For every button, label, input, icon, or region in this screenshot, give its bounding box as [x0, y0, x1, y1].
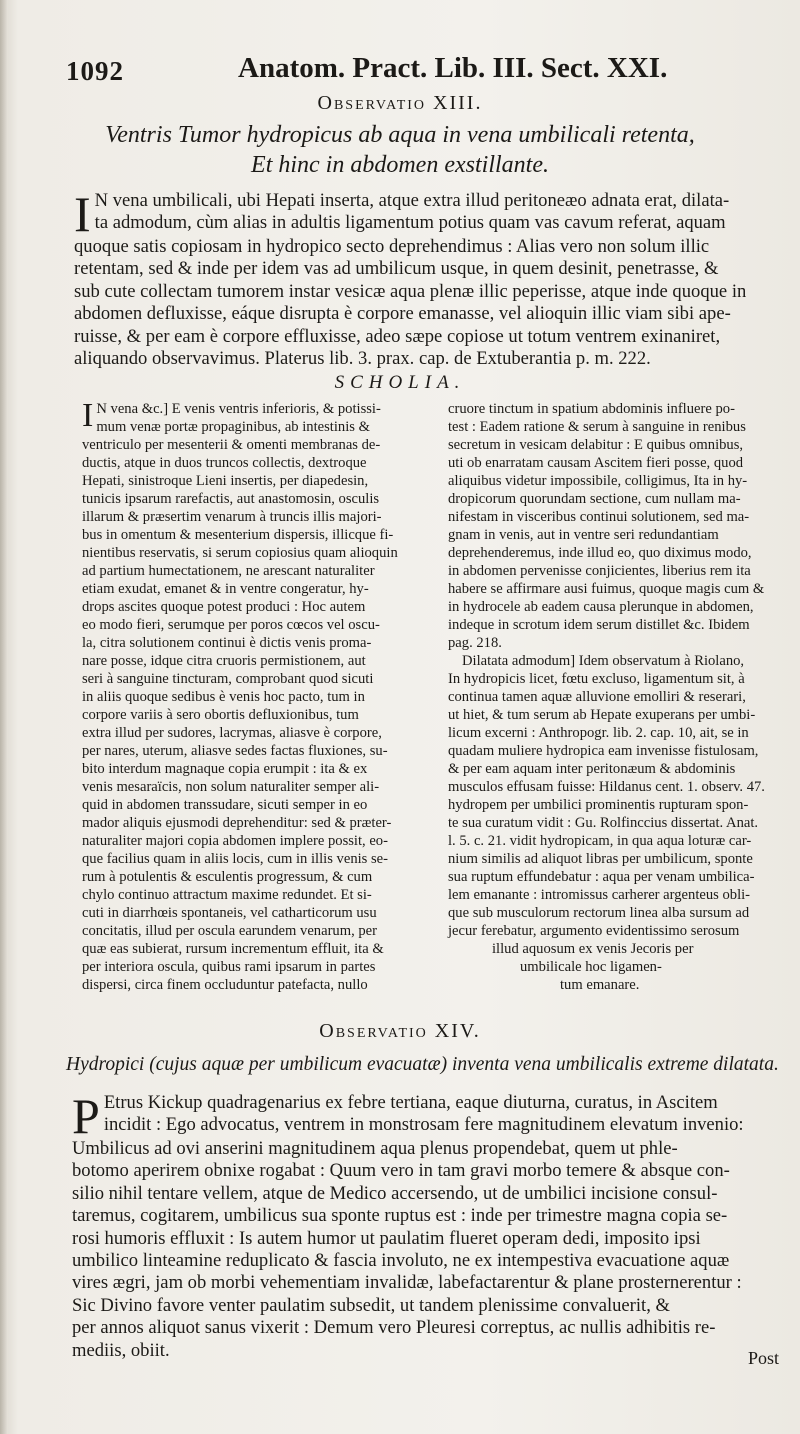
- text-line: Etrus Kickup quadragenarius ex febre tertiana, eaque diuturna, curatus, in Ascitem: [103, 1092, 718, 1113]
- text-line: aliquando observavimus. Platerus lib. 3. prax. cap. de Extuberantia p. m. 222.: [74, 347, 651, 369]
- text-line: tunicis ipsarum rarefactis, aut anastomosin, osculis: [82, 491, 380, 507]
- text-line: secretum in vesicam delabitur : E quibus omnibus,: [448, 437, 744, 453]
- text-line: retentam, sed & inde per idem vas ad umbilicum usque, in quem desinit, penetrasse, &: [74, 258, 719, 280]
- text-line: N vena umbilicali, ubi Hepati inserta, atque extra illud peritoneæo adnata erat, dilata-: [94, 190, 730, 211]
- text-line: umbilicale hoc ligamen-: [520, 959, 662, 975]
- text-line: la, citra solutionem continui è dictis venis proma-: [82, 635, 372, 651]
- text-line: eo modo fieri, serumque per poros cœcos vel oscu-: [82, 617, 380, 633]
- text-line: Dilatata admodum] Idem observatum à Riolano,: [462, 653, 745, 669]
- text-line: indeque in scrotum idem serum distillet &c. Ibidem: [448, 617, 750, 633]
- text-line: In hydropicis licet, fœtu excluso, ligamentum sit, à: [448, 671, 745, 687]
- text-line: ductis, atque in duos truncos collectis, dextroque: [82, 455, 367, 471]
- text-line: taremus, cogitarem, umbilicus sua sponte ruptus est : inde per trimestre magna copia se-: [72, 1205, 728, 1227]
- text-line: ad partium humectationem, ne arescant naturaliter: [82, 563, 375, 579]
- text-line: naturaliter majori copia abdomen implere possit, eo-: [82, 833, 388, 849]
- scholia-right-column: [448, 400, 768, 994]
- text-line: te sua curatum vidit : Gu. Rolfinccius dissertat. Anat.: [448, 815, 759, 831]
- text-line: mador aliquis ejusmodi deprehenditur: sed & præter-: [82, 815, 392, 831]
- text-line: pag. 218.: [448, 635, 502, 651]
- text-line: & per eam aquam inter peritonæum & abdominis: [448, 761, 736, 777]
- running-title: Anatom. Pract. Lib. III. Sect. XXI.: [238, 52, 668, 84]
- text-line: nare posse, idque citra cruoris permistionem, aut: [82, 653, 366, 669]
- text-line: musculos effusam fuisse: Hildanus cent. 1. observ. 47.: [448, 779, 765, 795]
- text-line: ventriculo per mesenterii & omenti membranas de-: [82, 437, 381, 453]
- text-line: in aliis quoque sedibus è venis hoc pacto, tum in: [82, 689, 365, 705]
- text-line: tum emanare.: [560, 977, 640, 993]
- observation-14-title: Hydropici (cujus aquæ per umbilicum evacuatæ) inventa vena umbilicalis extreme dilatata.: [66, 1054, 779, 1075]
- text-line: que facilius quam in aliis locis, cum in illis venis se-: [82, 851, 389, 867]
- text-line: corpore variis à sero obortis defluxionibus, tum: [82, 707, 359, 723]
- text-line: venis mesaraïcis, non solum naturaliter semper ali-: [82, 779, 380, 795]
- text-line: nifestam in visceribus continui solutionem, sed ma-: [448, 509, 750, 525]
- text-line: mum venæ portæ propaginibus, ab intestinis &: [96, 419, 370, 435]
- text-line: concitatis, illud per oscula earundem venarum, per: [82, 923, 378, 939]
- text-line: cuti in diarrhœis spontaneis, vel catharticorum usu: [82, 905, 377, 921]
- text-line: quadam muliere hydropica eam invenisse fistulosam,: [448, 743, 759, 759]
- catchword: Post: [748, 1348, 780, 1368]
- scholia-heading: SCHOLIA.: [334, 372, 466, 393]
- text-line: uti ob enarratam causam Ascitem fieri posse, quod: [448, 455, 744, 471]
- text-line: dispersi, circa finem occluduntur patefacta, nullo: [82, 977, 368, 993]
- text-line: cruore tinctum in spatium abdominis influere po-: [448, 401, 735, 417]
- text-line: ta admodum, cùm alias in adultis ligamentum potius quam vas cavum referat, aquam: [94, 212, 726, 234]
- text-line: deprehenderemus, inde illud eo, quo diximus modo,: [448, 545, 752, 561]
- text-line: extra illud per sudores, lacrymas, aliasve è corpore,: [82, 725, 382, 741]
- text-line: quæ eas subierat, rursum incrementum effluit, ita &: [82, 941, 384, 957]
- text-line: dropicorum quorundam sectione, cum nullam ma-: [448, 491, 741, 507]
- text-line: in abdomen pervenisse conjicientes, liberius rem ita: [448, 563, 751, 579]
- drop-cap: I: [82, 397, 94, 434]
- drop-cap: I: [74, 186, 91, 242]
- text-line: l. 5. c. 21. vidit hydropicam, in qua aqua loturæ car-: [448, 833, 752, 849]
- text-line: silio nihil tentare vellem, atque de Medico accersendo, ut de umbilici incisione consul-: [72, 1182, 718, 1204]
- text-line: Hepati, sinistroque Lieni insertis, per diapedesin,: [82, 473, 369, 489]
- text-line: per interiora oscula, quibus rami ipsarum in partes: [82, 959, 376, 975]
- text-line: vires ægri, jam ob morbi vehementiam invalidæ, labefactarentur & plane prosternerentur :: [72, 1272, 742, 1294]
- scholia-left-column: [82, 397, 434, 994]
- text-line: umbilico linteamine reduplicato & fascia involuto, ne ex intempestiva evacuatione aquæ: [72, 1249, 730, 1271]
- text-line: botomo aperirem obnixe rogabat : Quum vero in tam gravi morbo temere & absque con-: [72, 1160, 730, 1182]
- text-line: abdomen defluxisse, eáque disrupta è corpore emanasse, vel alioquin illic viam sibi ape-: [74, 303, 731, 325]
- text-line: nientibus reservatis, si serum copiosius quam alioquin: [82, 545, 398, 561]
- text-line: sua ruptum effundebatur : aqua per venam umbilica-: [448, 869, 755, 885]
- text-line: que sub musculorum rectorum linea alba sursum ad: [448, 905, 750, 921]
- page-number: 1092: [66, 56, 124, 86]
- text-line: ut hiet, & tum serum ab Hepate exuperans per umbi-: [448, 707, 756, 723]
- text-line: jecur ferebatur, argumento evidentissimo serosum: [448, 923, 740, 939]
- text-line: quid in abdomen transsudare, sicuti semper in eo: [82, 797, 368, 813]
- text-line: habere se affirmare ausi fuimus, quoque magis cum &: [448, 581, 765, 597]
- text-line: bito interdum magnaque copia erumpit : ita & ex: [82, 761, 368, 777]
- text-line: lem emanante : intromissus carherer argenteus obli-: [448, 887, 751, 903]
- text-line: incidit : Ego advocatus, ventrem in monstrosam fere magnitudinem elevatum invenio:: [103, 1114, 744, 1136]
- text-line: seri à sanguine tincturam, comprobant quod sicuti: [82, 671, 374, 687]
- drop-cap: P: [72, 1088, 100, 1144]
- text-line: N vena &c.] E venis ventris inferioris, & potissi-: [96, 401, 381, 417]
- text-line: illud aquosum ex venis Jecoris per: [492, 941, 694, 957]
- text-line: rosi humoris effluxit : Is autem humor ut paulatim flueret operam dedi, imposito ipsi: [72, 1227, 701, 1249]
- text-line: illarum & præsertim venarum à truncis illis majori-: [82, 509, 382, 525]
- text-line: licum excerni : Anthropogr. lib. 2. cap. 10, ait, se in: [448, 725, 749, 741]
- text-line: continua tamen aquæ alluvione emolliri & reserari,: [448, 689, 746, 705]
- observation-14-heading: Observatio XIV.: [319, 1020, 481, 1042]
- observation-14-body: [72, 1088, 768, 1362]
- text-line: gnam in venis, aut in ventre seri redundantiam: [448, 527, 719, 543]
- text-line: chylo continuo attractum maxime redundet. Et si-: [82, 887, 372, 903]
- text-line: aliquibus videtur impossibile, colligimus, Ita in hy-: [448, 473, 748, 489]
- observation-13-body: [74, 186, 764, 370]
- text-line: sub cute collectam tumorem instar vesicæ aqua plenæ illic peperisse, atque inde quoque in: [74, 280, 747, 302]
- text-line: Sic Divino favore venter paulatim subsedit, ut tandem plenissime convaluerit, &: [72, 1294, 670, 1316]
- observation-13-title-line-2: Et hinc in abdomen exstillante.: [251, 152, 549, 178]
- text-line: test : Eadem ratione & serum à sanguine in renibus: [448, 419, 746, 435]
- text-line: ruisse, & per eam è corpore effluxisse, adeo sæpe copiose ut totum ventrem exinaniret,: [74, 325, 721, 347]
- text-line: per annos aliquot sanus vixerit : Demum vero Pleuresi correptus, ac nullis adhibitis re-: [72, 1317, 716, 1339]
- text-line: hydropem per umbilici prominentis rupturam spon-: [448, 797, 749, 813]
- binding-shadow: [0, 0, 8, 1434]
- text-line: per nares, uterum, aliasve sedes factas fluxiones, su-: [82, 743, 388, 759]
- observation-13-title-line-1: Ventris Tumor hydropicus ab aqua in vena umbilicali retenta,: [105, 122, 695, 148]
- text-line: Umbilicus ad ovi anserini magnitudinem aqua plenus propendebat, quem ut phle-: [72, 1138, 678, 1159]
- text-line: rum à potulentis & esculentis progressum, & cum: [82, 869, 373, 885]
- page-header: [66, 52, 800, 88]
- text-line: quoque satis copiosam in hydropico secto deprehendimus : Alias vero non solum illic: [74, 236, 710, 257]
- text-line: drops ascites quoque potest produci : Hoc autem: [82, 599, 366, 615]
- text-line: mediis, obiit.: [72, 1339, 170, 1361]
- text-line: bus in omentum & mesenterium dispersis, illicque fi-: [82, 527, 394, 543]
- text-line: etiam exudat, emanet & in ventre congeratur, hy-: [82, 581, 369, 597]
- observation-13-heading: Observatio XIII.: [317, 92, 483, 114]
- text-line: nium similis ad aliquot libras per umbilicum, sponte: [448, 851, 753, 867]
- text-line: in hydrocele ab eadem causa plerunque in abdomen,: [448, 599, 754, 615]
